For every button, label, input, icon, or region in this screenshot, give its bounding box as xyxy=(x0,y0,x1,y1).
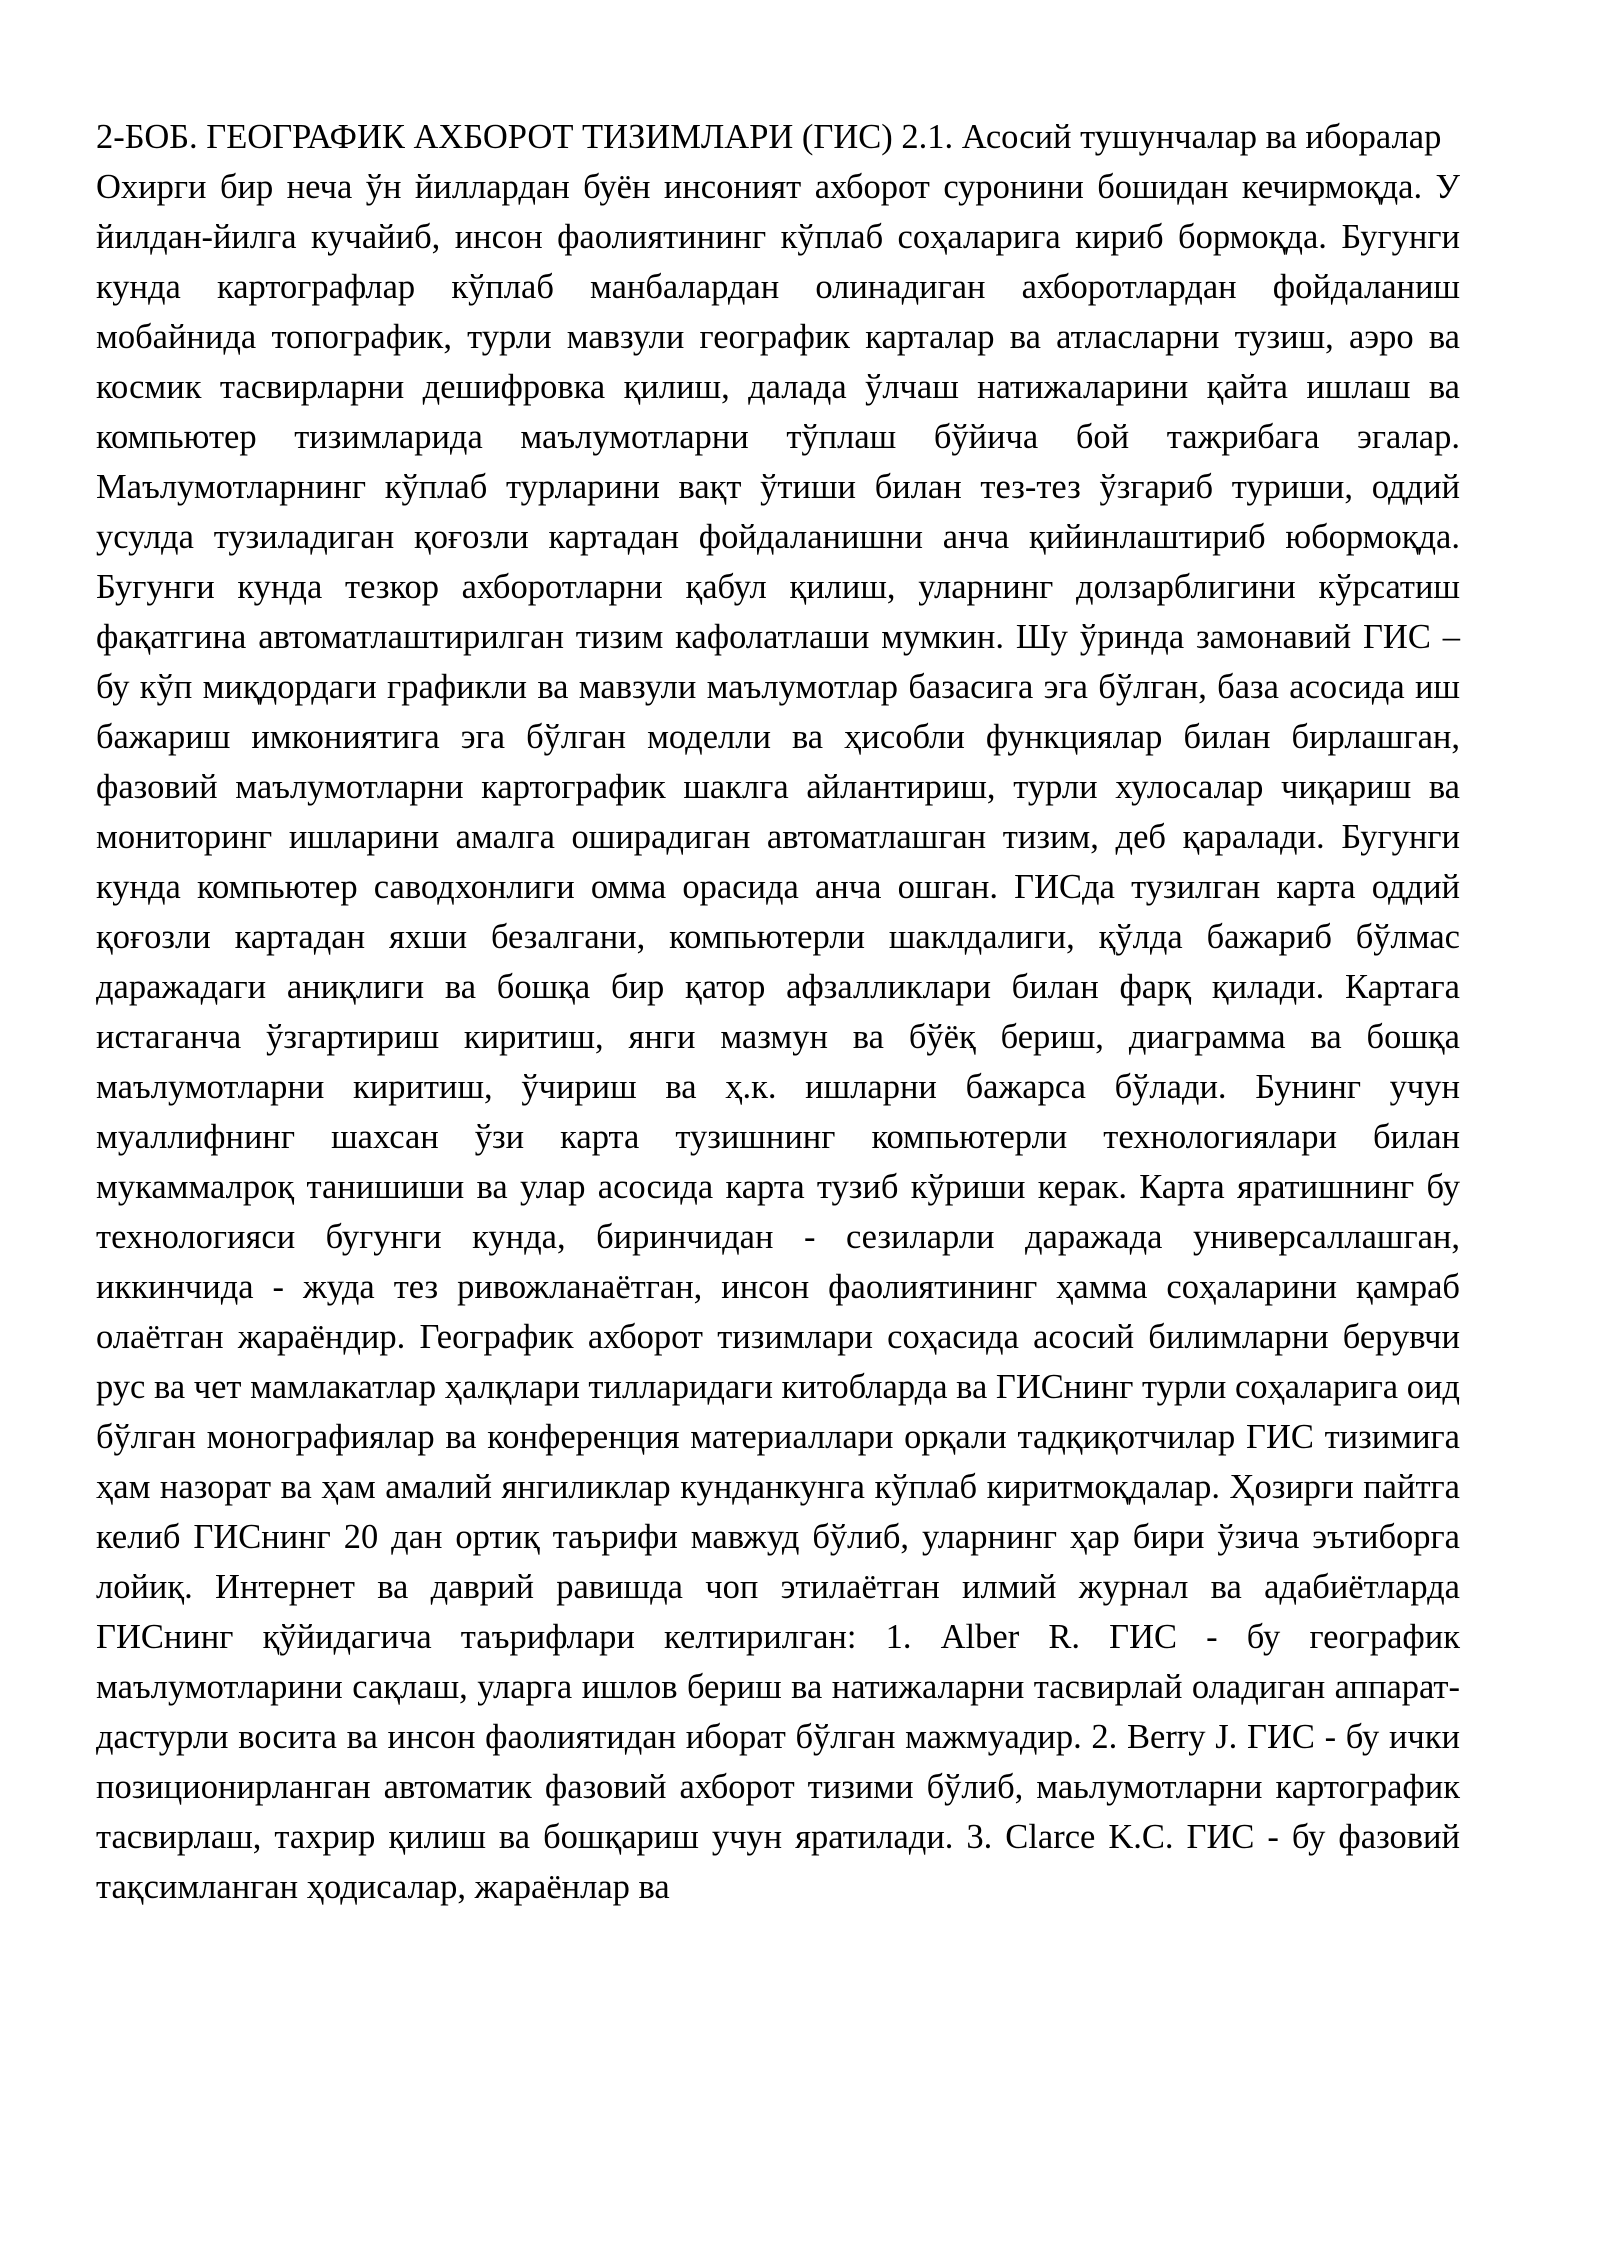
body-paragraph: Охирги бир неча ўн йиллардан буён инсоният ахборот суронини бошидан кечирмоқда. У йилдан-йилга кучайиб, инсон фаолиятининг кўплаб соҳаларига кириб бормоқда. Бугунги кунда картографлар кўплаб манбалардан олинадиган ахборотлардан фойдаланиш мобайнида топографик, турли мавзули географик карталар ва атласларни тузиш, аэро ва космик тасвирларни дешифровка қилиш, далада ўлчаш натижаларини қайта ишлаш ва компьютер тизимларида маълумотларни тўплаш бўйича бой тажрибага эгалар. Маълумотларнинг кўплаб турларини вақт ўтиши билан тез-тез ўзгариб туриши, оддий усулда тузиладиган қоғозли картадан фойдаланишни анча қийинлаштириб юбормоқда. Бугунги кунда тезкор ахборотларни қабул қилиш, уларнинг долзарблигини кўрсатиш фақатгина автоматлаштирилган тизим кафолатлаши мумкин. Шу ўринда замонавий ГИС – бу кўп миқдордаги графикли ва мавзули маълумотлар базасига эга бўлган, база асосида иш бажариш имкониятига эга бўлган моделли ва ҳисобли функциялар билан бирлашган, фазовий маълумотларни картографик шаклга айлантириш, турли хулосалар чиқариш ва мониторинг ишларини амалга оширадиган автоматлашган тизим, деб қаралади. Бугунги кунда компьютер саводхонлиги омма орасида анча ошган. ГИСда тузилган карта оддий қоғозли картадан яхши безалгани, компьютерли шаклдалиги, қўлда бажариб бўлмас даражадаги аниқлиги ва бошқа бир қатор афзалликлари билан фарқ қилади. Картага истаганча ўзгартириш киритиш, янги мазмун ва бўёқ бериш, диаграмма ва бошқа маълумотларни киритиш, ўчириш ва ҳ.к. ишларни бажарса бўлади. Бунинг учун муаллифнинг шахсан ўзи карта тузишнинг компьютерли технологиялари билан мукаммалроқ танишиши ва улар асосида карта тузиб кўриши керак. Карта яратишнинг бу технологияси бугунги кунда, биринчидан - сезиларли даражада универсаллашган, иккинчида - жуда тез ривожланаётган, инсон фаолиятининг ҳамма соҳаларини қамраб олаётган жараёндир. Географик ахборот тизимлари соҳасида асосий билимларни берувчи рус ва чет мамлакатлар ҳалқлари тилларидаги китобларда ва ГИСнинг турли соҳаларига оид бўлган монографиялар ва конференция материаллари орқали тадқиқотчилар ГИС тизимига ҳам назорат ва ҳам амалий янгиликлар кунданкунга кўплаб киритмоқдалар. Ҳозирги пайтга келиб ГИСнинг 20 дан ортиқ таърифи мавжуд бўлиб, уларнинг ҳар бири ўзича эътиборга лойиқ. Интернет ва даврий равишда чоп этилаётган илмий журнал ва адабиётларда ГИСнинг қўйидагича таърифлари келтирилган: 1. Alber R. ГИС - бу географик маълумотларини сақлаш, уларга ишлов бериш ва натижаларни тасвирлай оладиган аппарат-дастурли восита ва инсон фаолиятидан иборат бўлган мажмуадир. 2. Berry J. ГИС - бу ички позиционирланган автоматик фазовий ахборот тизими бўлиб, маьлумотларни картографик тасвирлаш, тахрир қилиш ва бошқариш учун яратилади. 3. Clarce K.C. ГИС - бу фазовий тақсимланган ҳодисалар, жараёнлар ва xyxy=(96,168,1460,1906)
chapter-heading: 2-БОБ. ГЕОГРАФИК АХБОРОТ ТИЗИМЛАРИ (ГИС) 2.1. Асосий тушунчалар ва иборалар xyxy=(96,118,1442,156)
document-page xyxy=(96,112,1460,1912)
